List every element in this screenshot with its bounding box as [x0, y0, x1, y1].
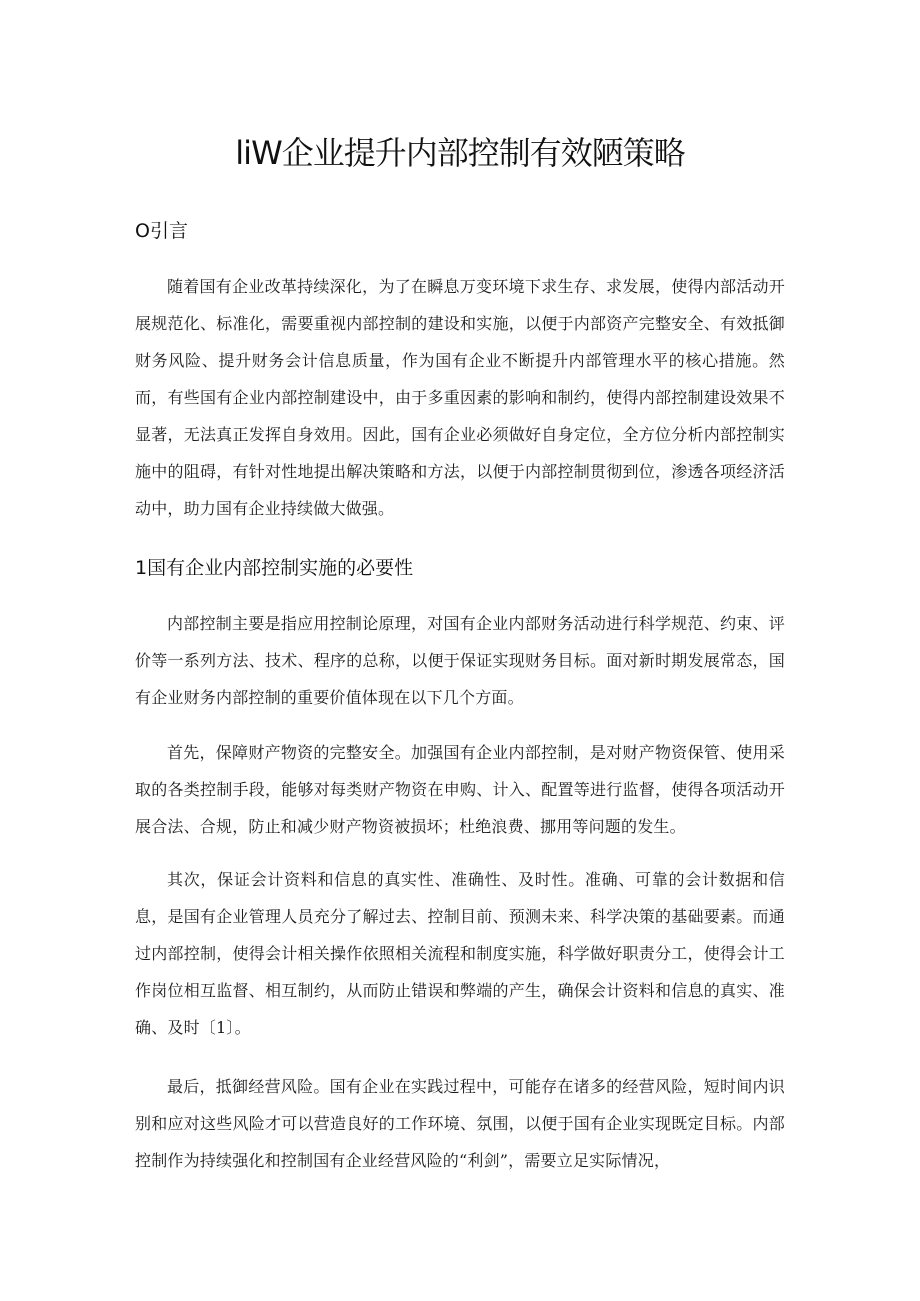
intro-paragraph: 随着国有企业改革持续深化，为了在瞬息万变环境下求生存、求发展，使得内部活动开展规范化、标准化，需要重视内部控制的建设和实施，以便于内部资产完整安全、有效抵御财务风险、提升财务会计信息质量，作为国有企业不断提升内部管理水平的核心措施。然而，有些国有企业内部控制建设中，由于多重因素的影响和制约，使得内部控制建设效果不显著，无法真正发挥自身效用。因此，国有企业必须做好自身定位，全方位分析内部控制实施中的阻碍，有针对性地提出解决策略和方法，以便于内部控制贯彻到位，渗透各项经济活动中，助力国有企业持续做大做强。 — [135, 277, 785, 518]
necessity-paragraph-4: 最后，抵御经营风险。国有企业在实践过程中，可能存在诸多的经营风险，短时间内识别和应对这些风险才可以营造良好的工作环境、氛围，以便于国有企业实现既定目标。内部控制作为持续强化和控制国有企业经营风险的“利剑”，需要立足实际情况， — [135, 1077, 785, 1170]
section-heading-introduction: O引言 — [135, 220, 188, 242]
necessity-paragraph-2: 首先，保障财产物资的完整安全。加强国有企业内部控制，是对财产物资保管、使用采取的各类控制手段，能够对每类财产物资在申购、计入、配置等进行监督，使得各项活动开展合法、合规，防止和减少财产物资被损坏；杜绝浪费、挪用等问题的发生。 — [135, 743, 785, 836]
document-title: liW企业提升内部控制有效陋策略 — [235, 134, 685, 172]
necessity-paragraph-3: 其次，保证会计资料和信息的真实性、准确性、及时性。准确、可靠的会计数据和信息，是国有企业管理人员充分了解过去、控制目前、预测未来、科学决策的基础要素。而通过内部控制，使得会计相关操作依照相关流程和制度实施，科学做好职责分工，使得会计工作岗位相互监督、相互制约，从而防止错误和弊端的产生，确保会计资料和信息的真实、准确、及时〔1〕。 — [135, 870, 785, 1037]
section-heading-necessity: 1国有企业内部控制实施的必要性 — [135, 557, 414, 579]
necessity-paragraph-1: 内部控制主要是指应用控制论原理，对国有企业内部财务活动进行科学规范、约束、评价等一系列方法、技术、程序的总称，以便于保证实现财务目标。面对新时期发展常态，国有企业财务内部控制的重要价值体现在以下几个方面。 — [135, 614, 785, 707]
